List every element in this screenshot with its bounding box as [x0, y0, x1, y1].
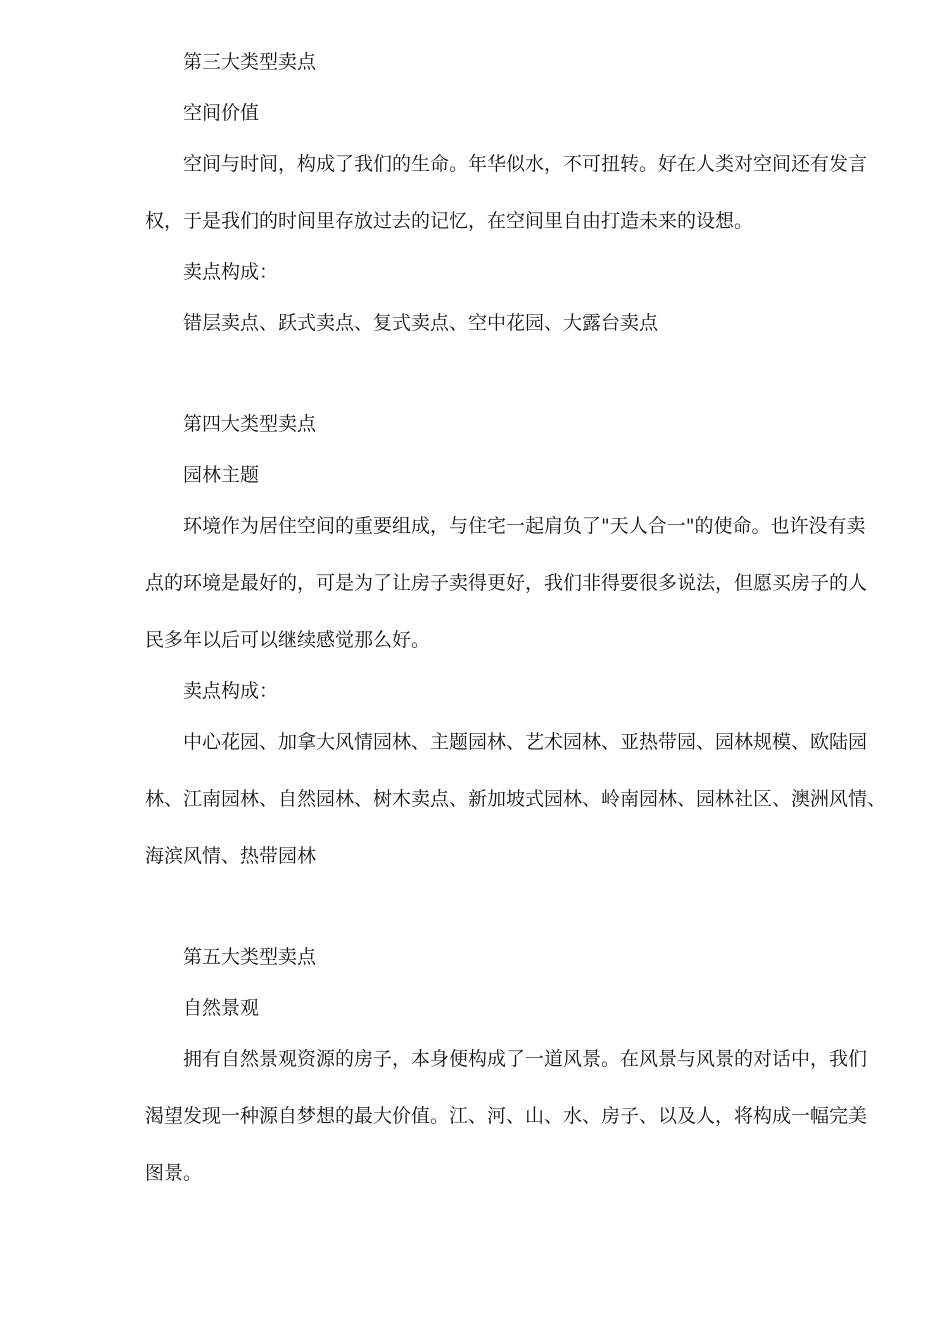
composition-items-line: 林、江南园林、自然园林、树木卖点、新加坡式园林、岭南园林、园林社区、澳洲风情、 — [145, 788, 887, 810]
paragraph-line: 渴望发现一种源自梦想的最大价值。江、河、山、水、房子、以及人，将构成一幅完美 — [145, 1105, 868, 1127]
composition-label: 卖点构成： — [183, 680, 279, 702]
composition-items-line: 中心花园、加拿大风情园林、主题园林、艺术园林、亚热带园、园林规模、欧陆园 — [183, 731, 868, 753]
section-heading: 第四大类型卖点 — [183, 413, 317, 435]
section-subheading: 园林主题 — [183, 464, 260, 486]
paragraph-line: 点的环境是最好的，可是为了让房子卖得更好，我们非得要很多说法，但愿买房子的人 — [145, 572, 868, 594]
paragraph-line: 图景。 — [145, 1162, 203, 1184]
composition-items-line: 海滨风情、热带园林 — [145, 845, 317, 867]
section-heading: 第五大类型卖点 — [183, 946, 317, 968]
paragraph-line: 环境作为居住空间的重要组成，与住宅一起肩负了"天人合一"的使命。也许没有卖 — [183, 515, 866, 537]
paragraph-line: 拥有自然景观资源的房子，本身便构成了一道风景。在风景与风景的对话中，我们 — [183, 1048, 868, 1070]
section-subheading: 空间价值 — [183, 102, 260, 124]
section-subheading: 自然景观 — [183, 997, 260, 1019]
paragraph-line: 空间与时间，构成了我们的生命。年华似水，不可扭转。好在人类对空间还有发言 — [183, 153, 868, 175]
composition-items-line: 错层卖点、跃式卖点、复式卖点、空中花园、大露台卖点 — [183, 312, 659, 334]
paragraph-line: 权，于是我们的时间里存放过去的记忆，在空间里自由打造未来的设想。 — [145, 210, 754, 232]
paragraph-line: 民多年以后可以继续感觉那么好。 — [145, 629, 431, 651]
section-heading: 第三大类型卖点 — [183, 51, 317, 73]
composition-label: 卖点构成： — [183, 261, 279, 283]
